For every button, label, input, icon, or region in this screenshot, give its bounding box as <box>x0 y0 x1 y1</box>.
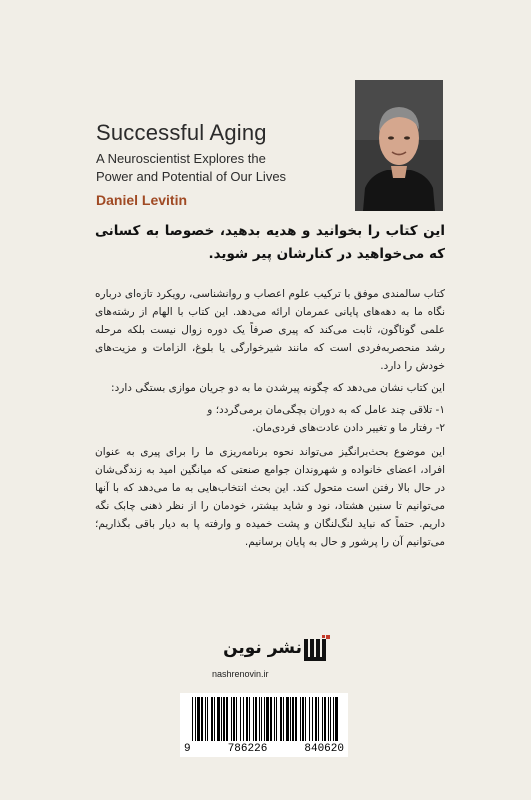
book-subtitle <box>96 150 346 186</box>
publisher-mark-icon <box>304 635 330 663</box>
barcode-bar <box>207 697 208 741</box>
barcode-bar <box>328 697 329 741</box>
barcode-bar <box>243 697 244 741</box>
barcode-bar <box>264 697 265 741</box>
subtitle-line-1: A Neuroscientist Explores the <box>96 151 266 166</box>
author-name: Daniel Levitin <box>96 192 188 208</box>
publisher-name: نشر نوین <box>223 638 302 658</box>
barcode-bar <box>201 697 203 741</box>
author-photo <box>355 80 443 211</box>
book-title: Successful Aging <box>96 120 267 145</box>
barcode-bar <box>333 697 334 741</box>
barcode-bar <box>249 697 250 741</box>
barcode-bar <box>231 697 232 741</box>
barcode-bar <box>286 697 289 741</box>
hook-text: این کتاب را بخوانید و هدیه بدهید، خصوصا به کسانی که می‌خواهید در کنارشان پیر شوید. <box>95 223 445 262</box>
barcode-bar <box>292 697 294 741</box>
description-paragraph-3: این موضوع بحث‌برانگیز می‌تواند نحوه برنامه‌ریزی ما را برای پیری به عنوان افراد، اعضای خانواده و شهروندان جوامع صنعتی که میانگین امید به زندگی‌شان در حال بالا رفتن است متحول کند. این بحث انتخاب‌هایی به ما می‌دهد که با آنها می‌توانیم تا سنین هشتاد، نود و شاید بیشتر، خودمان را از نظر ذهنی چابک نگه داریم. حتماً که نباید لنگ‌لنگان و پشت خمیده و وارفته پا به دیار باقی بگذاریم؛ می‌توانیم آن را پرشور و حال به پایان برسانیم. <box>95 446 445 548</box>
barcode-bar <box>226 697 228 741</box>
barcode-bar <box>295 697 297 741</box>
isbn-number <box>180 743 348 755</box>
isbn-group-1: 786226 <box>227 743 268 755</box>
description-paragraph-1: کتاب سالمندی موفق با ترکیب علوم اعصاب و روانشناسی، رویکرد تازه‌ای درباره نگاه ما به دهه‌های پایانی عمرمان ارائه می‌دهد. این کتاب با الهام از رشته‌های علمی گوناگون، ثابت می‌کند که پیری صرفاً یک دوره زوال نیست بلکه مرحله رشد منحصربه‌فردی است که مانند شیرخوارگی یا بلوغ، الزامات و مزیت‌های خودش را دارد. <box>95 288 445 372</box>
barcode-bar <box>322 697 323 741</box>
barcode-bar <box>233 697 235 741</box>
description-body <box>95 285 445 555</box>
barcode-bar <box>309 697 310 741</box>
barcode-bar <box>276 697 277 741</box>
subtitle-line-2: Power and Potential of Our Lives <box>96 169 287 184</box>
barcode-bar <box>283 697 284 741</box>
barcode-bar <box>274 697 275 741</box>
barcode-bar <box>318 697 319 741</box>
barcode-bar <box>246 697 248 741</box>
description-paragraph-2: این کتاب نشان می‌دهد که چگونه پیرشدن ما به دو جریان موازی بستگی دارد: <box>111 382 445 394</box>
barcode-bar <box>253 697 254 741</box>
barcode-bar <box>290 697 291 741</box>
barcode-bar <box>255 697 257 741</box>
barcode-bar <box>270 697 272 741</box>
barcode-bar <box>236 697 237 741</box>
barcode-bar <box>197 697 200 741</box>
barcode-bar <box>330 697 331 741</box>
list-item-2: ۲- رفتار ما و تغییر دادن عادت‌های فردی‌مان. <box>252 422 445 434</box>
barcode-bar <box>192 697 193 741</box>
barcode-bar <box>240 697 241 741</box>
barcode-bar <box>195 697 196 741</box>
barcode-bar <box>221 697 222 741</box>
title-block <box>96 120 346 208</box>
barcode-bar <box>214 697 215 741</box>
barcode-bar <box>300 697 301 741</box>
barcode-bar <box>211 697 213 741</box>
barcode-bar <box>259 697 260 741</box>
description-list <box>95 401 445 437</box>
barcode-bar <box>266 697 269 741</box>
barcode-bar <box>305 697 306 741</box>
barcode-bar <box>302 697 304 741</box>
isbn-first-digit: 9 <box>184 743 191 755</box>
isbn-group-2: 840620 <box>304 743 344 755</box>
barcode-bar <box>205 697 206 741</box>
publisher-url: nashrenovin.ir <box>212 669 269 679</box>
isbn-barcode <box>180 693 348 757</box>
barcode-bars <box>180 693 348 745</box>
barcode-bar <box>335 697 338 741</box>
barcode-bar <box>217 697 220 741</box>
barcode-bar <box>324 697 326 741</box>
barcode-bar <box>223 697 225 741</box>
list-item-1: ۱- تلاقی چند عامل که به دوران بچگی‌مان برمی‌گردد؛ و <box>207 404 445 416</box>
barcode-bar <box>261 697 262 741</box>
barcode-bar <box>315 697 317 741</box>
barcode-bar <box>280 697 282 741</box>
barcode-bar <box>312 697 313 741</box>
publisher-logo <box>198 635 338 681</box>
